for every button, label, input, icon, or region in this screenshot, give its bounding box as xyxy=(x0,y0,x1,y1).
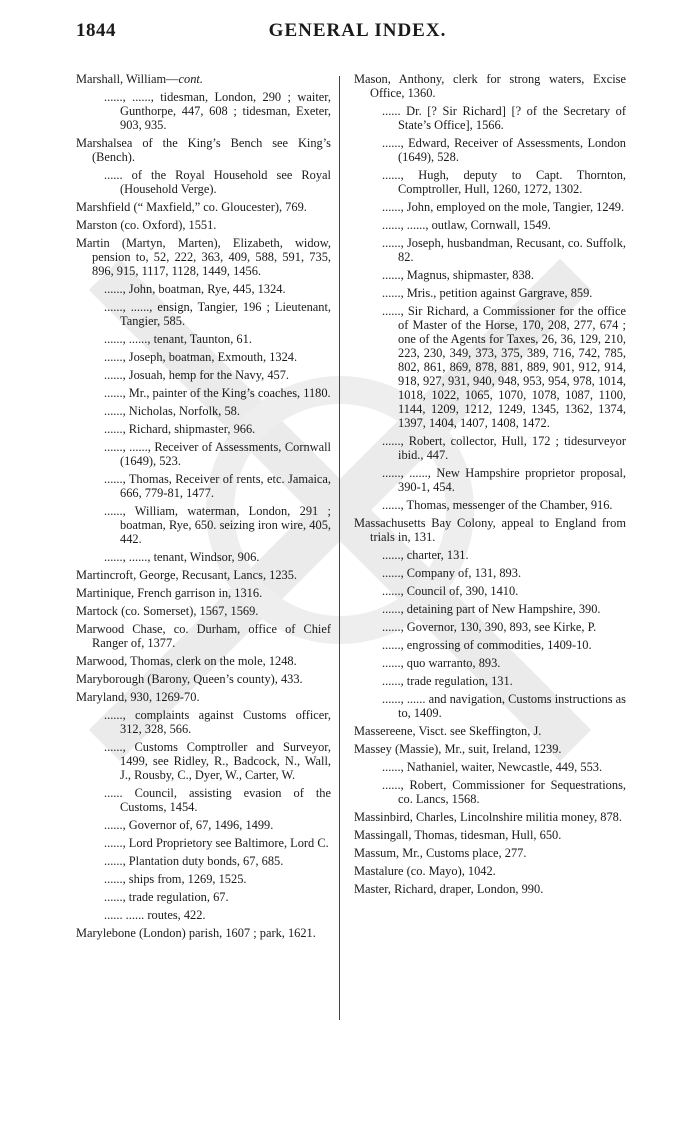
index-entry-text: ......, Nathaniel, waiter, Newcastle, 449, 553. xyxy=(382,760,603,774)
index-entry-text: Massum, Mr., Customs place, 277. xyxy=(354,846,527,860)
index-entry xyxy=(76,168,331,196)
index-entry xyxy=(354,724,626,738)
index-entry-text: ......, ships from, 1269, 1525. xyxy=(104,872,247,886)
index-entry xyxy=(354,674,626,688)
index-entry xyxy=(354,236,626,264)
index-entry xyxy=(76,854,331,868)
index-entry-text: Master, Richard, draper, London, 990. xyxy=(354,882,544,896)
index-entry-text: ......, Lord Proprietory see Baltimore, Lord C. xyxy=(104,836,329,850)
index-entry-text: ......, trade regulation, 67. xyxy=(104,890,229,904)
index-entry xyxy=(76,872,331,886)
index-entry-text: ...... of the Royal Household see Royal (Household Verge). xyxy=(104,168,331,196)
index-entry-text: Massingall, Thomas, tidesman, Hull, 650. xyxy=(354,828,562,842)
index-entry-text: Marshfield (“ Maxfield,” co. Gloucester), 769. xyxy=(76,200,307,214)
index-entry-text: ......, John, boatman, Rye, 445, 1324. xyxy=(104,282,286,296)
index-entry xyxy=(76,218,331,232)
index-entry xyxy=(354,218,626,232)
index-entry-text: ......, ...... and navigation, Customs instructions as to, 1409. xyxy=(382,692,626,720)
index-entry-text: ......, Thomas, Receiver of rents, etc. Jamaica, 666, 779-81, 1477. xyxy=(104,472,331,500)
index-entry-text: ......, Customs Comptroller and Surveyor, 1499, see Ridley, R., Badcock, N., Wall, J., Rousby, C., Dyer, W., Carter, W. xyxy=(104,740,331,782)
index-entry xyxy=(76,672,331,686)
index-entry xyxy=(76,586,331,600)
index-entry xyxy=(354,466,626,494)
index-entry xyxy=(76,300,331,328)
index-entry xyxy=(354,656,626,670)
index-entry-text: ......, ......, outlaw, Cornwall, 1549. xyxy=(382,218,551,232)
index-entry xyxy=(76,350,331,364)
index-entry xyxy=(354,584,626,598)
index-entry-text: ......, Hugh, deputy to Capt. Thornton, Comptroller, Hull, 1260, 1272, 1302. xyxy=(382,168,626,196)
index-entry xyxy=(76,690,331,704)
index-entry xyxy=(354,778,626,806)
index-entry-text: Martincroft, George, Recusant, Lancs, 1235. xyxy=(76,568,298,582)
index-entry-text: Martinique, French garrison in, 1316. xyxy=(76,586,263,600)
index-entry-text: ......, Company of, 131, 893. xyxy=(382,566,522,580)
index-entry xyxy=(354,692,626,720)
index-entry xyxy=(76,72,331,86)
index-entry-text: ......, Robert, Commissioner for Sequestrations, co. Lancs, 1568. xyxy=(382,778,626,806)
index-entry-text: ......, Governor, 130, 390, 893, see Kirke, P. xyxy=(382,620,597,634)
index-entry-text: Massachusetts Bay Colony, appeal to England from trials in, 131. xyxy=(354,516,626,544)
index-entry xyxy=(354,882,626,896)
index-entry xyxy=(76,236,331,278)
index-entry xyxy=(354,72,626,100)
index-entry xyxy=(76,890,331,904)
index-entry xyxy=(354,864,626,878)
index-entry-text: ...... Dr. [? Sir Richard] [? of the Secretary of State’s Office], 1566. xyxy=(382,104,626,132)
page-header xyxy=(76,14,639,44)
index-entry-text: ......, detaining part of New Hampshire, 390. xyxy=(382,602,601,616)
index-entry-text: Maryland, 930, 1269-70. xyxy=(76,690,200,704)
index-entry-text: ......, Governor of, 67, 1496, 1499. xyxy=(104,818,274,832)
index-entry xyxy=(76,504,331,546)
index-entry-text: Mastalure (co. Mayo), 1042. xyxy=(354,864,496,878)
index-entry-text: ......, Mris., petition against Gargrave, 859. xyxy=(382,286,593,300)
index-entry xyxy=(76,282,331,296)
index-entry xyxy=(76,90,331,132)
index-entry-text: Massereene, Visct. see Skeffington, J. xyxy=(354,724,542,738)
index-entry xyxy=(354,516,626,544)
index-entry-text: ......, Nicholas, Norfolk, 58. xyxy=(104,404,240,418)
index-entry xyxy=(354,168,626,196)
index-entry-text: ......, Mr., painter of the King’s coaches, 1180. xyxy=(104,386,331,400)
index-entry xyxy=(354,620,626,634)
index-entry-text: ......, quo warranto, 893. xyxy=(382,656,501,670)
index-entry xyxy=(76,332,331,346)
index-entry-text: Massinbird, Charles, Lincolnshire militia money, 878. xyxy=(354,810,622,824)
index-entry-text: Marylebone (London) parish, 1607 ; park, 1621. xyxy=(76,926,316,940)
index-entry-text: ...... ...... routes, 422. xyxy=(104,908,206,922)
index-entry xyxy=(76,786,331,814)
index-entry xyxy=(354,268,626,282)
index-entry-text: ......, ......, tenant, Windsor, 906. xyxy=(104,550,260,564)
index-entry-text: ......, ......, Receiver of Assessments, Cornwall (1649), 523. xyxy=(104,440,331,468)
index-entry xyxy=(76,404,331,418)
index-entry-text: ......, Thomas, messenger of the Chamber, 916. xyxy=(382,498,613,512)
index-entry-text: Mason, Anthony, clerk for strong waters, Excise Office, 1360. xyxy=(354,72,626,100)
index-entry xyxy=(76,836,331,850)
index-entry xyxy=(354,286,626,300)
index-entry-text: Marston (co. Oxford), 1551. xyxy=(76,218,217,232)
index-entry-text: ......, complaints against Customs officer, 312, 328, 566. xyxy=(104,708,331,736)
index-entry xyxy=(354,760,626,774)
index-entry-text: ......, ......, ensign, Tangier, 196 ; Lieutenant, Tangier, 585. xyxy=(104,300,331,328)
index-entry xyxy=(76,818,331,832)
index-entry xyxy=(354,638,626,652)
index-entry-text: ......, Plantation duty bonds, 67, 685. xyxy=(104,854,284,868)
index-entry-text: ......, Council of, 390, 1410. xyxy=(382,584,519,598)
index-column-left xyxy=(76,72,331,944)
index-entry xyxy=(76,654,331,668)
index-entry xyxy=(354,846,626,860)
index-entry xyxy=(354,136,626,164)
index-entry xyxy=(76,472,331,500)
index-entry xyxy=(354,104,626,132)
index-entry-text: Maryborough (Barony, Queen’s county), 433. xyxy=(76,672,303,686)
page-title: GENERAL INDEX. xyxy=(268,20,447,41)
index-entry xyxy=(76,440,331,468)
index-entry xyxy=(354,742,626,756)
index-entry-text: ......, ......, tenant, Taunton, 61. xyxy=(104,332,252,346)
index-entry xyxy=(76,386,331,400)
index-entry-text: ......, ......, New Hampshire proprietor proposal, 390-1, 454. xyxy=(382,466,626,494)
index-entry-text: Marshall, William— xyxy=(76,72,179,86)
index-entry xyxy=(76,908,331,922)
index-entry xyxy=(76,136,331,164)
index-entry xyxy=(76,926,331,940)
page-number: 1844 xyxy=(76,20,116,41)
index-entry xyxy=(354,304,626,430)
index-entry xyxy=(354,828,626,842)
index-entry-text: ......, Sir Richard, a Commissioner for the office of Master of the Horse, 170, 208, 277, 674 ; one of the Agents for Taxes, 26, 36, 129, 210, 223, 230, 349, 373, 375, 389, 716, 742, 785, 802, 861, 869, 878, 881, 889, 901, 912, 914, 918, 927, 931, 940, 948, 953, 954, 978, 1014, 1018, 1022, 1065, 1070, 1078, 1087, 1100, 1144, 1209, 1212, 1249, 1345, 1362, 1374, 1397, 1404, 1407, 1408, 1472. xyxy=(382,304,626,430)
index-entry-text: ......, charter, 131. xyxy=(382,548,469,562)
index-entry xyxy=(76,422,331,436)
index-entry-text: ......, Richard, shipmaster, 966. xyxy=(104,422,256,436)
index-entry-text: ......, Edward, Receiver of Assessments, London (1649), 528. xyxy=(382,136,626,164)
index-entry-text: Martock (co. Somerset), 1567, 1569. xyxy=(76,604,259,618)
index-entry xyxy=(354,566,626,580)
index-entry xyxy=(354,498,626,512)
index-entry-text: Massey (Massie), Mr., suit, Ireland, 1239. xyxy=(354,742,562,756)
index-entry xyxy=(354,602,626,616)
index-entry xyxy=(76,604,331,618)
index-entry xyxy=(76,368,331,382)
index-entry-text: ...... Council, assisting evasion of the Customs, 1454. xyxy=(104,786,331,814)
index-entry xyxy=(76,550,331,564)
index-entry xyxy=(354,200,626,214)
column-divider xyxy=(339,76,340,1020)
index-column-right xyxy=(354,72,626,900)
index-entry-text: Marwood Chase, co. Durham, office of Chief Ranger of, 1377. xyxy=(76,622,331,650)
index-entry-text: ......, trade regulation, 131. xyxy=(382,674,513,688)
index-entry xyxy=(76,568,331,582)
continued-marker: cont. xyxy=(178,72,203,86)
index-entry-text: ......, engrossing of commodities, 1409-10. xyxy=(382,638,592,652)
index-entry xyxy=(354,548,626,562)
index-entry-text: ......, Magnus, shipmaster, 838. xyxy=(382,268,534,282)
index-entry-text: Martin (Martyn, Marten), Elizabeth, widow, pension to, 52, 222, 363, 409, 588, 591, 735, 896, 915, 1117, 1128, 1449, 1456. xyxy=(76,236,331,278)
index-entry xyxy=(76,622,331,650)
index-entry xyxy=(76,200,331,214)
index-entry-text: Marwood, Thomas, clerk on the mole, 1248. xyxy=(76,654,297,668)
index-entry-text: ......, John, employed on the mole, Tangier, 1249. xyxy=(382,200,625,214)
index-entry-text: Marshalsea of the King’s Bench see King’s (Bench). xyxy=(76,136,331,164)
index-entry-text: ......, William, waterman, London, 291 ; boatman, Rye, 650. seizing iron wire, 405, 442. xyxy=(104,504,331,546)
index-entry-text: ......, ......, tidesman, London, 290 ; waiter, Gunthorpe, 447, 608 ; tidesman, Exeter, 903, 935. xyxy=(104,90,331,132)
index-entry xyxy=(354,810,626,824)
index-entry-text: ......, Joseph, boatman, Exmouth, 1324. xyxy=(104,350,298,364)
index-entry-text: ......, Robert, collector, Hull, 172 ; tidesurveyor ibid., 447. xyxy=(382,434,626,462)
index-entry xyxy=(76,708,331,736)
index-entry-text: ......, Joseph, husbandman, Recusant, co. Suffolk, 82. xyxy=(382,236,626,264)
index-entry xyxy=(76,740,331,782)
index-entry xyxy=(354,434,626,462)
index-entry-text: ......, Josuah, hemp for the Navy, 457. xyxy=(104,368,290,382)
